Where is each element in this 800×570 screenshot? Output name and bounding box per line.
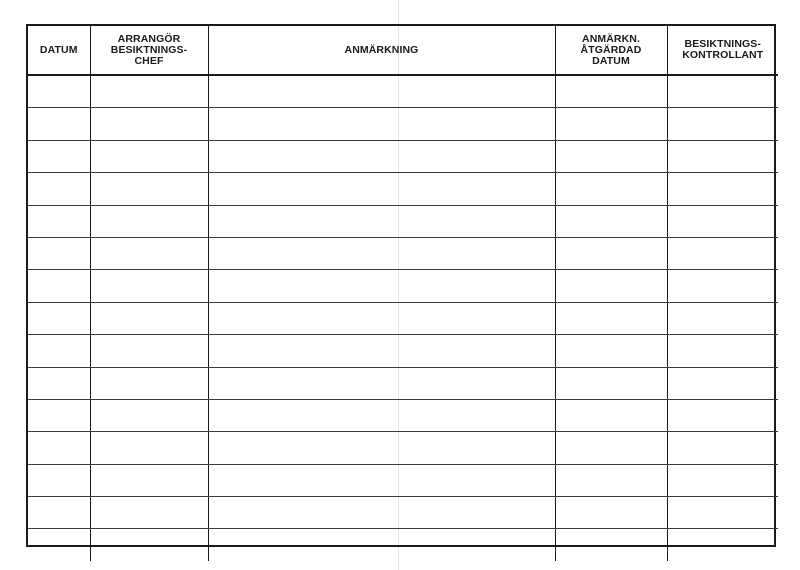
anmarkning-cell[interactable] (208, 270, 555, 302)
table-row (28, 205, 778, 237)
kontrollant-cell[interactable] (667, 497, 778, 529)
anmarkning-cell[interactable] (208, 140, 555, 172)
table-row (28, 432, 778, 464)
arrangor-cell[interactable] (90, 529, 208, 561)
arrangor-cell[interactable] (90, 205, 208, 237)
datum-cell[interactable] (28, 529, 90, 561)
kontrollant-cell[interactable] (667, 367, 778, 399)
anmarkning-cell[interactable] (208, 237, 555, 269)
kontrollant-cell[interactable] (667, 432, 778, 464)
table-row (28, 497, 778, 529)
atgardad-cell[interactable] (555, 399, 667, 431)
atgardad-cell[interactable] (555, 205, 667, 237)
anmarkning-cell[interactable] (208, 75, 555, 108)
anmarkning-cell[interactable] (208, 497, 555, 529)
datum-cell[interactable] (28, 173, 90, 205)
datum-cell[interactable] (28, 367, 90, 399)
arrangor-cell[interactable] (90, 367, 208, 399)
table-row (28, 464, 778, 496)
header-besiktningskontrollant: BESIKTNINGS- KONTROLLANT (667, 26, 778, 75)
anmarkning-cell[interactable] (208, 399, 555, 431)
anmarkning-cell[interactable] (208, 367, 555, 399)
arrangor-cell[interactable] (90, 270, 208, 302)
table-row (28, 529, 778, 561)
arrangor-cell[interactable] (90, 497, 208, 529)
anmarkning-cell[interactable] (208, 108, 555, 140)
atgardad-cell[interactable] (555, 108, 667, 140)
anmarkning-cell[interactable] (208, 432, 555, 464)
kontrollant-cell[interactable] (667, 302, 778, 334)
datum-cell[interactable] (28, 432, 90, 464)
atgardad-cell[interactable] (555, 367, 667, 399)
inspection-log-form (26, 24, 776, 547)
arrangor-cell[interactable] (90, 432, 208, 464)
anmarkning-cell[interactable] (208, 205, 555, 237)
datum-cell[interactable] (28, 75, 90, 108)
atgardad-cell[interactable] (555, 302, 667, 334)
kontrollant-cell[interactable] (667, 205, 778, 237)
table-row (28, 302, 778, 334)
kontrollant-cell[interactable] (667, 464, 778, 496)
datum-cell[interactable] (28, 302, 90, 334)
kontrollant-cell[interactable] (667, 140, 778, 172)
arrangor-cell[interactable] (90, 237, 208, 269)
arrangor-cell[interactable] (90, 140, 208, 172)
atgardad-cell[interactable] (555, 432, 667, 464)
anmarkning-cell[interactable] (208, 335, 555, 367)
datum-cell[interactable] (28, 237, 90, 269)
header-arrangor-besiktningschef: ARRANGÖR BESIKTNINGS- CHEF (90, 26, 208, 75)
table-row (28, 335, 778, 367)
table-row (28, 75, 778, 108)
kontrollant-cell[interactable] (667, 529, 778, 561)
table-row (28, 399, 778, 431)
anmarkning-cell[interactable] (208, 464, 555, 496)
log-rows (28, 75, 778, 561)
atgardad-cell[interactable] (555, 464, 667, 496)
atgardad-cell[interactable] (555, 173, 667, 205)
datum-cell[interactable] (28, 335, 90, 367)
arrangor-cell[interactable] (90, 399, 208, 431)
table-row (28, 367, 778, 399)
kontrollant-cell[interactable] (667, 335, 778, 367)
atgardad-cell[interactable] (555, 140, 667, 172)
table-row (28, 173, 778, 205)
kontrollant-cell[interactable] (667, 75, 778, 108)
atgardad-cell[interactable] (555, 75, 667, 108)
kontrollant-cell[interactable] (667, 399, 778, 431)
inspection-log-table (28, 26, 778, 561)
datum-cell[interactable] (28, 108, 90, 140)
arrangor-cell[interactable] (90, 302, 208, 334)
header-anmarkning-atgardad-datum: ANMÄRKN. ÅTGÄRDAD DATUM (555, 26, 667, 75)
kontrollant-cell[interactable] (667, 173, 778, 205)
anmarkning-cell[interactable] (208, 302, 555, 334)
anmarkning-cell[interactable] (208, 173, 555, 205)
atgardad-cell[interactable] (555, 529, 667, 561)
datum-cell[interactable] (28, 270, 90, 302)
arrangor-cell[interactable] (90, 464, 208, 496)
datum-cell[interactable] (28, 205, 90, 237)
arrangor-cell[interactable] (90, 335, 208, 367)
table-row (28, 108, 778, 140)
anmarkning-cell[interactable] (208, 529, 555, 561)
atgardad-cell[interactable] (555, 237, 667, 269)
datum-cell[interactable] (28, 497, 90, 529)
kontrollant-cell[interactable] (667, 108, 778, 140)
arrangor-cell[interactable] (90, 173, 208, 205)
arrangor-cell[interactable] (90, 108, 208, 140)
table-row (28, 270, 778, 302)
header-row (28, 26, 778, 75)
datum-cell[interactable] (28, 464, 90, 496)
kontrollant-cell[interactable] (667, 237, 778, 269)
arrangor-cell[interactable] (90, 75, 208, 108)
table-row (28, 140, 778, 172)
datum-cell[interactable] (28, 399, 90, 431)
datum-cell[interactable] (28, 140, 90, 172)
header-datum: DATUM (28, 26, 90, 75)
header-anmarkning: ANMÄRKNING (208, 26, 555, 75)
atgardad-cell[interactable] (555, 497, 667, 529)
kontrollant-cell[interactable] (667, 270, 778, 302)
atgardad-cell[interactable] (555, 335, 667, 367)
atgardad-cell[interactable] (555, 270, 667, 302)
table-row (28, 237, 778, 269)
